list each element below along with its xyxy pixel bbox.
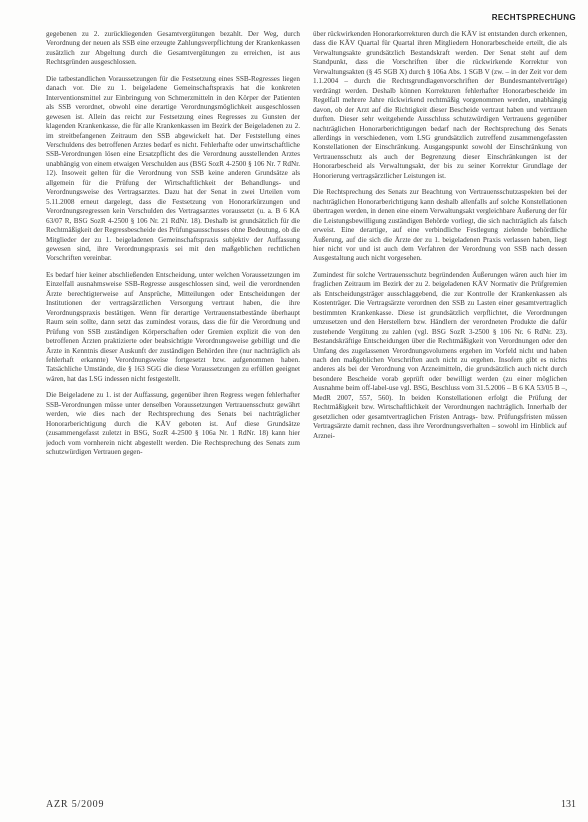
section-header: RECHTSPRECHUNG xyxy=(491,13,576,22)
left-column xyxy=(46,30,300,772)
paragraph: Es bedarf hier keiner abschließenden Entscheidung, unter welchen Voraussetzungen im Einzelfall ausnahmsweise SSB-Regresse ausgeschlossen sind, weil die verordnenden Ärzte berechtigterweise auf Ansprüche, Mitteilungen oder Entscheidungen der Institutionen der vertragsärztlichen Versorgung vertraut haben, die ihre Verordnungspraxis bestätigen. Wenn für derartige Vertrauenstatbestände überhaupt Raum sein sollte, dann setzt das zumindest voraus, dass die für die Verordnung und Prüfung von SSB zuständigen Körperschaften oder Gremien explizit die von den betroffenen Ärzten praktizierte oder beabsichtigte Verordnungsweise gebilligt und die Ärzte in Kenntnis dieser Auskunft der zuständigen Behörden ihre (nur nachträglich als fehlerhaft erkannte) Verordnungsweise fortgesetzt bzw. aufgenommen haben. Tatsächliche Umstände, die § 163 SGG die diese Voraussetzungen zu erfüllen geeignet wären, hat das LSG indessen nicht festgestellt. xyxy=(46,270,300,383)
right-column xyxy=(313,30,567,772)
paragraph: Die tatbestandlichen Voraussetzungen für die Festsetzung eines SSB-Regresses liegen danach vor. Die zu 1. beigeladene Gemeinschaftspraxis hat die konkreten Interventionsmittel zur Einbringung von Schmerzmitteln in den Körper der Patienten als SSB verordnet, obwohl eine derartige Verordnungsmöglichkeit ausgeschlossen gewesen ist. Allein das reicht zur Festsetzung eines Regresses zu Gunsten der klagenden Krankenkasse, die für alle Krankenkassen im Bezirk der Beigeladenen zu 2. im streitbefangenen Zeitraum den SSB abgewickelt hat. Der Feststellung eines Verschuldens des betroffenen Arztes bedarf es nicht. Fehlerhafte oder unwirtschaftliche SSB-Verordnungen lösen eine Ersatzpflicht des die Verordnung ausstellenden Arztes unabhängig von einem etwaigen Verschulden aus (BSG SozR 4-2500 § 106 Nr. 7 RdNr. 12). Insoweit gelten für die Verordnung von SSB keine anderen Grundsätze als allgemein für die Prüfung der Wirtschaftlichkeit der Behandlungs- und Verordnungsweise des Vertragsarztes. Dazu hat der Senat in zwei Urteilen vom 5.11.2008 erneut dargelegt, dass die Festsetzung von Honorarkürzungen und Verordnungsregressen kein Verschulden des Vertragsarztes voraussetzt (u. a. B 6 KA 63/07 R, BSG SozR 4-2500 § 106 Nr. 21 RdNr. 18). Deshalb ist grundsätzlich für die Rechtmäßigkeit der Regressbescheide des Prüfungsausschusses ohne Bedeutung, ob die Mitglieder der zu 1. beigeladenen Gemeinschaftspraxis subjektiv der Auffassung gewesen sind, ihre Verordnungspraxis sei mit den maßgeblichen rechtlichen Vorschriften vereinbar. xyxy=(46,74,300,263)
paragraph: Zumindest für solche Vertrauensschutz begründenden Äußerungen wären auch hier im fraglichen Zeitraum im Bezirk der zu 2. beigeladenen KÄV Normativ die Prüfgremien als Entscheidungsträger ausschlaggebend, die zur Kontrolle der Krankenkassen als Kostenträger. Die Vertragsärzte verordnen den SSB zu Lasten einer gesamtvertraglich bestimmten Krankenkasse. Diese ist grundsätzlich verpflichtet, die Verordnungen umzusetzen und den Herstellern bzw. Händlern der verordneten Produkte die dafür zustehende Vergütung zu zahlen (vgl. BSG SozR 3-2500 § 106 Nr. 6 RdNr. 23). Bestandskräftige Entscheidungen über die Rechtmäßigkeit von Verordnungen oder den Umfang des zugelassenen Verordnungsvolumens ergehen im Vorfeld nicht und haben nach den maßgeblichen Vorschriften auch nicht zu ergehen. Insofern gibt es nichts anderes als bei der Verordnung von Arzneimitteln, die grundsätzlich auch nicht durch besondere Bescheide vorab geprüft oder bewilligt werden (zu einer möglichen Ausnahme beim off-label-use vgl. BSG, Beschluss vom 31.5.2006 – B 6 KA 53/05 B –, MedR 2007, 557, 560). In beiden Konstellationen erfolgt die Prüfung der Rechtmäßigkeit bzw. Wirtschaftlichkeit der Verordnungen nachträglich. Innerhalb der gesetzlichen oder gesamtvertraglichen Fristen Antrags- bzw. Prüfungsfristen müssen Vertragsärzte damit rechnen, dass ihre Verordnungsverhalten – sowohl im Hinblick auf Arznei- xyxy=(313,270,567,440)
paragraph: Die Beigeladene zu 1. ist der Auffassung, gegenüber ihren Regress wegen fehlerhafter SSB-Verordnungen müsse unter denselben Voraussetzungen Vertrauensschutz gewährt werden, wie dies nach der Rechtsprechung des Senats bei nachträglicher Honorarberichtigung durch die KÄV geboten ist. Auf diese Grundsätze (zusammengefasst zuletzt in BSG, SozR 4-2500 § 106a Nr. 1 RdNr. 18) kann hier jedoch vom vornherein nicht abgestellt werden. Die Rechtsprechung des Senats zum schutzwürdigen Vertrauen gegen- xyxy=(46,391,300,457)
journal-footer: AZR 5/2009 xyxy=(46,799,105,810)
page-number: 131 xyxy=(561,799,576,810)
paragraph: Die Rechtsprechung des Senats zur Beachtung von Vertrauensschutzaspekten bei der nachträglichen Honorarberichtigung kann deshalb allenfalls auf solche Konstellationen übertragen werden, in denen eine einem Verwaltungsakt vergleichbare Äußerung der für die Leistungsbewilligung zuständigen Behörde vorliegt, die sich nachträglich als falsch erweist. Eine derartige, auf eine verbindliche Festlegung zielende behördliche Äußerung, auf die sich die Ärzte der zu 1. beigeladenen Praxis verlassen haben, liegt hier nicht vor und ist auch dem Verfahren der Verordnung von SSB nach dessen Ausgestaltung auch nicht vorgesehen. xyxy=(313,188,567,263)
paragraph: gegebenen zu 2. zurückliegenden Gesamtvergütungen bezahlt. Der Weg, durch Verordnung der neuen als SSB eine erzeugte Zahlungsverpflichtung der Krankenkassen zusätzlich zur Abgeltung durch die Gesamtvergütungen zu erreichen, ist aus Rechtsgründen ausgeschlossen. xyxy=(46,30,300,67)
paragraph: über rückwirkenden Honorarkorrekturen durch die KÄV ist entstanden durch erkennen, dass die KÄV Quartal für Quartal ihren Mitgliedern Honorarbescheide erteilt, die als Verwaltungsakte grundsätzlich Bestandskraft werden. Der Senat steht auf dem Standpunkt, dass die Vorschriften über die rückwirkende Korrektur von Verwaltungsakten (§ 45 SGB X) durch § 106a Abs. 1 SGB V (zw. – in der Zeit vor dem 1.1.2004 – durch die Rechtsgrundlagenvorschriften der Bundesmantelverträge) verdrängt werden. Deshalb können Korrekturen fehlerhafter Honorarbescheide im Regelfall mehrere Jahre rückwirkend rechtmäßig vorgenommen werden, unabhängig davon, ob der Arzt auf die Richtigkeit dieser Bescheide vertraut haben und vertrauen durften. Dieser sehr weitgehende Ausschluss schutzwürdigen Vertrauens gegenüber nachträglichen Honorarberichtigungen bedarf nach der Rechtsprechung des Senats allerdings in verschiedenen, vom LSG grundsätzlich zutreffend zusammengefassten Konstellationen der Einschränkung. Ausgangspunkt sowohl der Einschränkung von Vertrauensschutz als auch der Begrenzung dieser Einschränkungen ist der Honorarbescheid als Verwaltungsakt, der bis zu seiner Korrektur Grundlage der Honorierung vertragsärztlicher Leistungen ist. xyxy=(313,30,567,180)
